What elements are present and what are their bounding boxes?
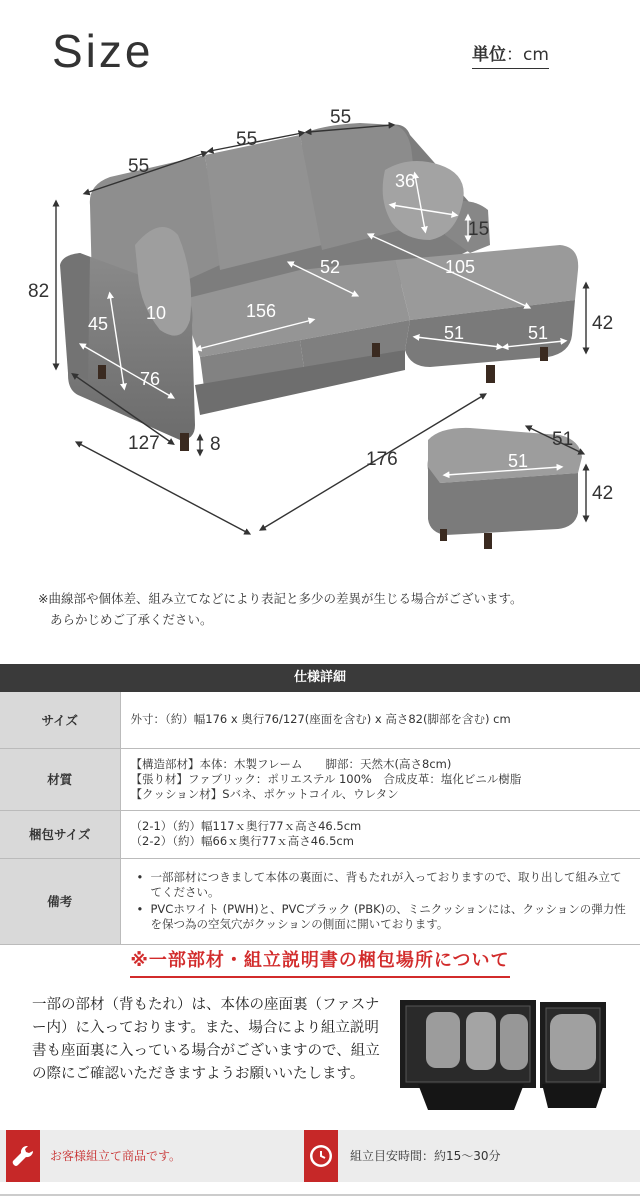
dim-chaise-length: 105 <box>445 257 476 277</box>
packing-section-title <box>0 946 640 978</box>
dim-stool-width-1: 51 <box>444 323 465 343</box>
spec-value-package <box>120 810 640 858</box>
dim-arm: 10 <box>146 303 167 323</box>
table-row <box>0 858 640 944</box>
disclaimer-line-2: あらかじめご了承ください。 <box>50 612 213 627</box>
dim-back-width-1: 55 <box>128 156 150 177</box>
table-row <box>0 810 640 858</box>
spec-line: 外寸：（約）幅176 x 奥行76/127(座面を含む) x 高さ82(脚部を含む) cm <box>130 712 511 727</box>
bottom-divider <box>0 1194 640 1196</box>
spec-line: （2-2）（約）幅66ｘ奥行77ｘ高さ46.5cm <box>130 834 354 848</box>
dim-back-width-2: 55 <box>236 129 258 150</box>
table-row <box>0 692 640 748</box>
sofa-dimension-diagram <box>0 95 640 575</box>
wrench-badge <box>6 1130 40 1182</box>
assembly-required-label: お客様組立て商品です。 <box>50 1149 182 1163</box>
page-title: Size <box>52 25 154 77</box>
spec-line: 【クッション材】Sバネ、ポケットコイル、ウレタン <box>130 786 399 801</box>
wrench-icon <box>10 1143 36 1169</box>
table-row <box>0 748 640 810</box>
spec-table-section <box>0 664 640 945</box>
dim-arm-height: 45 <box>88 314 109 334</box>
spec-table-title: 仕様詳細 <box>0 664 640 692</box>
dim-ottoman-width-2: 51 <box>508 451 529 471</box>
packing-photo <box>396 992 612 1112</box>
packing-description: 一部の部材（背もたれ）は、本体の座面裏（ファスナー内）に入っております。また、場合により組立説明書も座面裏に入っている場合がございますので、組立の際にご確認いただきますようお願いいたします。 <box>32 997 380 1082</box>
remarks-list <box>131 870 631 932</box>
dim-pillow: 36 <box>395 171 416 191</box>
spec-label-size: サイズ <box>0 692 120 748</box>
unit-label-key: 単位 <box>472 45 506 65</box>
clock-icon <box>308 1143 334 1169</box>
spec-value-size <box>120 692 640 748</box>
dim-height: 82 <box>28 281 50 302</box>
dim-chaise-height: 42 <box>592 313 614 334</box>
spec-label-material: 材質 <box>0 748 120 810</box>
disclaimer-line-1: ※曲線部や個体差、組み立てなどにより表記と多少の差異が生じる場合がございます。 <box>38 591 523 606</box>
dim-seat-depth: 52 <box>320 257 341 277</box>
dim-ottoman-width: 51 <box>552 429 574 450</box>
list-item: • 一部部材につきまして本体の裏面に、背もたれが入っておりますので、取り出して組み立ててください。 <box>137 870 631 900</box>
packing-title-text: ※一部部材・組立説明書の梱包場所について <box>130 946 509 978</box>
spec-table <box>0 692 640 945</box>
footer-info-bar <box>0 1130 640 1182</box>
spec-value-remarks <box>120 858 640 944</box>
spec-line: 【張り材】ファブリック：ポリエステル 100% 合成皮革：塩化ビニル樹脂 <box>130 771 522 786</box>
unit-label <box>472 40 549 69</box>
dim-width-total: 176 <box>366 449 398 470</box>
spec-label-remarks: 備考 <box>0 858 120 944</box>
dim-stool-width-2: 51 <box>528 323 549 343</box>
clock-badge <box>304 1130 338 1182</box>
disclaimer-note <box>38 588 522 630</box>
list-item: • PVCホワイト (PWH)と、PVCブラック (PBK)の、ミニクッションには、クッションの弾力性を保つ為の空気穴がクッションの側面に開いております。 <box>137 902 631 932</box>
dim-side-depth: 76 <box>140 369 161 389</box>
dim-depth-total: 127 <box>128 433 160 454</box>
spec-value-material <box>120 748 640 810</box>
dim-ottoman-height: 42 <box>592 483 614 504</box>
dim-back-width-3: 55 <box>330 107 352 128</box>
dim-leg: 8 <box>210 434 221 455</box>
spec-line: 【構造部材】本体：木製フレーム 脚部：天然木(高さ8cm) <box>130 756 452 771</box>
unit-label-value: ：cm <box>506 45 549 65</box>
assembly-time-label: 組立目安時間：約15～30分 <box>350 1149 501 1163</box>
dim-pillow-depth: 15 <box>468 219 490 240</box>
dim-inner-width: 156 <box>246 301 277 321</box>
spec-line: （2-1）（約）幅117ｘ奥行77ｘ高さ46.5cm <box>130 819 362 833</box>
spec-label-package: 梱包サイズ <box>0 810 120 858</box>
